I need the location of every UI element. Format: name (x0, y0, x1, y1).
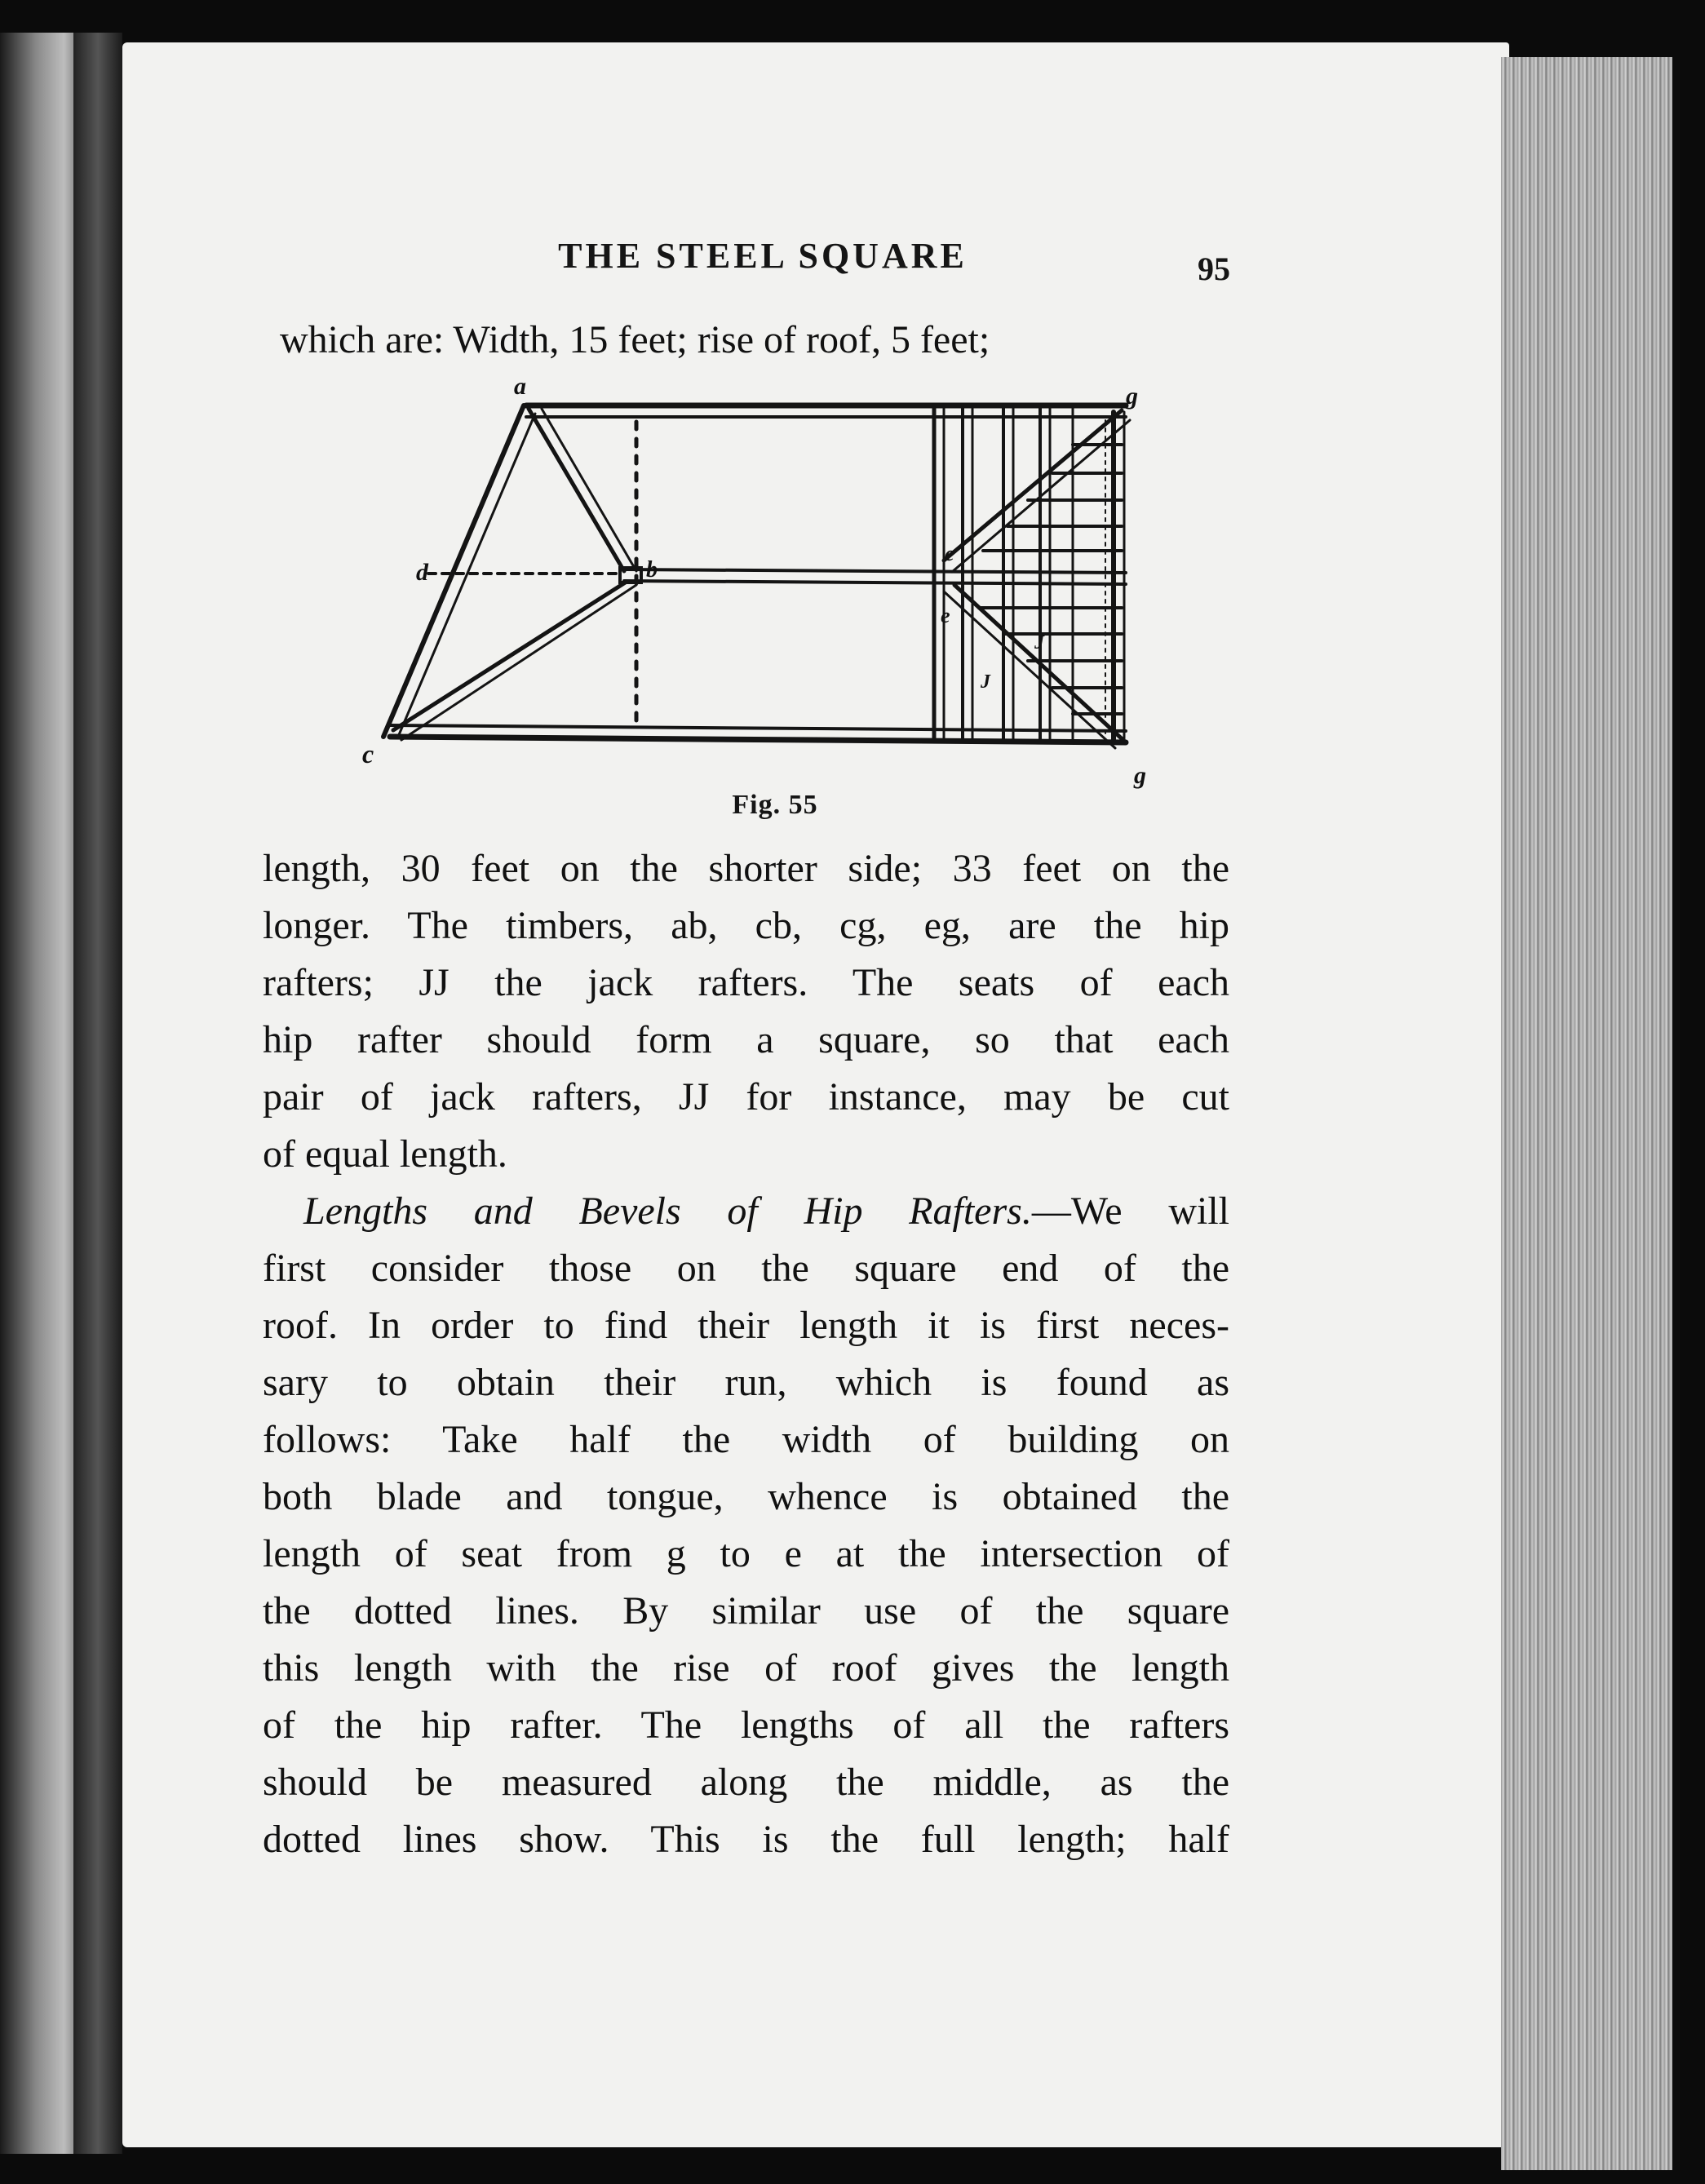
text-line: of the hip rafter. The lengths of all the rafters (263, 1703, 1229, 1747)
running-head: THE STEEL SQUARE (558, 236, 968, 276)
label-a: a (514, 373, 526, 400)
label-j-lower: J (981, 671, 990, 693)
text-line: roof. In order to find their length it is first neces- (263, 1304, 1229, 1347)
text-line: sary to obtain their run, which is found as (263, 1361, 1229, 1404)
text-line: hip rafter should form a square, so that each (263, 1018, 1229, 1061)
page-stack-edge (1501, 57, 1672, 2170)
text-line: the dotted lines. By similar use of the square (263, 1589, 1229, 1632)
label-j-upper: J (1034, 632, 1044, 653)
section-heading-line (263, 1183, 1229, 1240)
text-line: should be measured along the middle, as the (263, 1761, 1229, 1804)
hip-rafter-ab (529, 409, 624, 571)
text-line: dotted lines show. This is the full length; half (263, 1818, 1229, 1861)
scan-background (1672, 57, 1705, 2184)
hip-roof-diagram (351, 371, 1167, 795)
hip-rafter-eg-upper (944, 410, 1122, 560)
label-g-bottom: g (1134, 762, 1146, 789)
label-c: c (362, 739, 374, 769)
label-g-top: g (1126, 383, 1138, 410)
text-line: of equal length. (263, 1132, 507, 1176)
page-number: 95 (1198, 250, 1230, 287)
text-line: this length with the rise of roof gives the length (263, 1646, 1229, 1690)
figure-caption: Fig. 55 (732, 790, 818, 820)
intro-line (280, 312, 1242, 369)
text-line: longer. The timbers, ab, cb, cg, eg, are the hip (263, 904, 1229, 947)
body-text (263, 840, 1229, 1868)
hip-rafter-cb (393, 582, 627, 730)
book-spine (73, 33, 122, 2154)
text-line: both blade and tongue, whence is obtained the (263, 1475, 1229, 1518)
label-d: d (416, 559, 428, 586)
text-line: first consider those on the square end of the (263, 1247, 1229, 1290)
text-line: length of seat from g to e at the intersection of (263, 1532, 1229, 1575)
text-line: pair of jack rafters, JJ for instance, may be cut (263, 1075, 1229, 1119)
label-e: e (945, 542, 954, 565)
text-line: length, 30 feet on the shorter side; 33 feet on the (263, 847, 1229, 890)
text-line: rafters; JJ the jack rafters. The seats of each (263, 961, 1229, 1004)
bottom-wall-plate (390, 737, 1126, 742)
text-line: —We will (1031, 1189, 1229, 1233)
section-heading: Lengths and Bevels of Hip Rafters. (303, 1189, 1032, 1233)
label-b: b (646, 557, 658, 583)
label-e: e (941, 604, 950, 627)
text-line: follows: Take half the width of building on (263, 1418, 1229, 1461)
text-line: which are: Width, 15 feet; rise of roof, 5 feet; (280, 318, 990, 361)
hip-rafter-ac (383, 405, 524, 737)
